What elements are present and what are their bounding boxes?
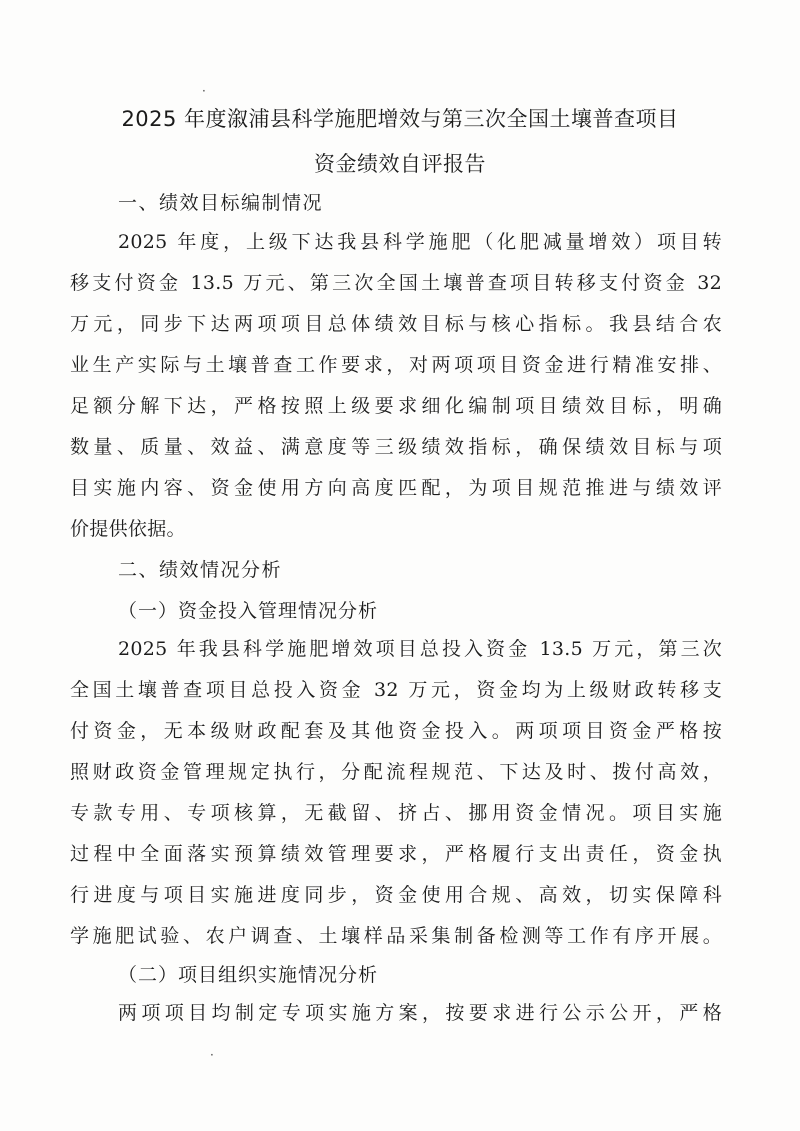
scan-speck: ·	[210, 1048, 214, 1062]
report-title-line-1: 2025 年度溆浦县科学施肥增效与第三次全国土壤普查项目	[121, 107, 679, 131]
paragraph-line: 业生产实际与土壤普查工作要求，对两项项目资金进行精准安排、	[70, 354, 722, 376]
paragraph-line: 数量、质量、效益、满意度等三级绩效指标，确保绩效目标与项	[70, 436, 722, 458]
paragraph-line: 付资金，无本级财政配套及其他资金投入。两项项目资金严格按	[70, 720, 722, 742]
paragraph-line: 2025 年我县科学施肥增效项目总投入资金 13.5 万元，第三次	[118, 638, 722, 660]
paragraph-line: 2025 年度，上级下达我县科学施肥（化肥减量增效）项目转	[118, 231, 722, 253]
report-title-line-2: 资金绩效自评报告	[314, 152, 486, 176]
paragraph-line: 学施肥试验、农户调查、土壤样品采集制备检测等工作有序开展。	[70, 925, 722, 947]
section-heading-2: 二、绩效情况分析	[118, 559, 283, 581]
paragraph-line: 全国土壤普查项目总投入资金 32 万元，资金均为上级财政转移支	[70, 679, 722, 701]
paragraph-line: 目实施内容、资金使用方向高度匹配，为项目规范推进与绩效评	[70, 477, 722, 499]
paragraph-line: 价提供依据。	[70, 518, 186, 540]
subsection-heading-2: （二）项目组织实施情况分析	[118, 964, 379, 986]
paragraph-line: 移支付资金 13.5 万元、第三次全国土壤普查项目转移支付资金 32	[70, 272, 722, 294]
paragraph-line: 两项项目均制定专项实施方案，按要求进行公示公开，严格	[118, 1002, 722, 1024]
section-heading-1: 一、绩效目标编制情况	[118, 192, 324, 214]
paragraph-line: 照财政资金管理规定执行，分配流程规范、下达及时、拨付高效，	[70, 761, 722, 783]
paragraph-line: 万元，同步下达两项项目总体绩效目标与核心指标。我县结合农	[70, 313, 722, 335]
paragraph-line: 专款专用、专项核算，无截留、挤占、挪用资金情况。项目实施	[70, 802, 722, 824]
subsection-heading-1: （一）资金投入管理情况分析	[118, 600, 379, 622]
paragraph-line: 过程中全面落实预算绩效管理要求，严格履行支出责任，资金执	[70, 843, 722, 865]
paragraph-line: 行进度与项目实施进度同步，资金使用合规、高效，切实保障科	[70, 884, 722, 906]
scan-speck: ·	[202, 84, 206, 98]
paragraph-line: 足额分解下达，严格按照上级要求细化编制项目绩效目标，明确	[70, 395, 722, 417]
